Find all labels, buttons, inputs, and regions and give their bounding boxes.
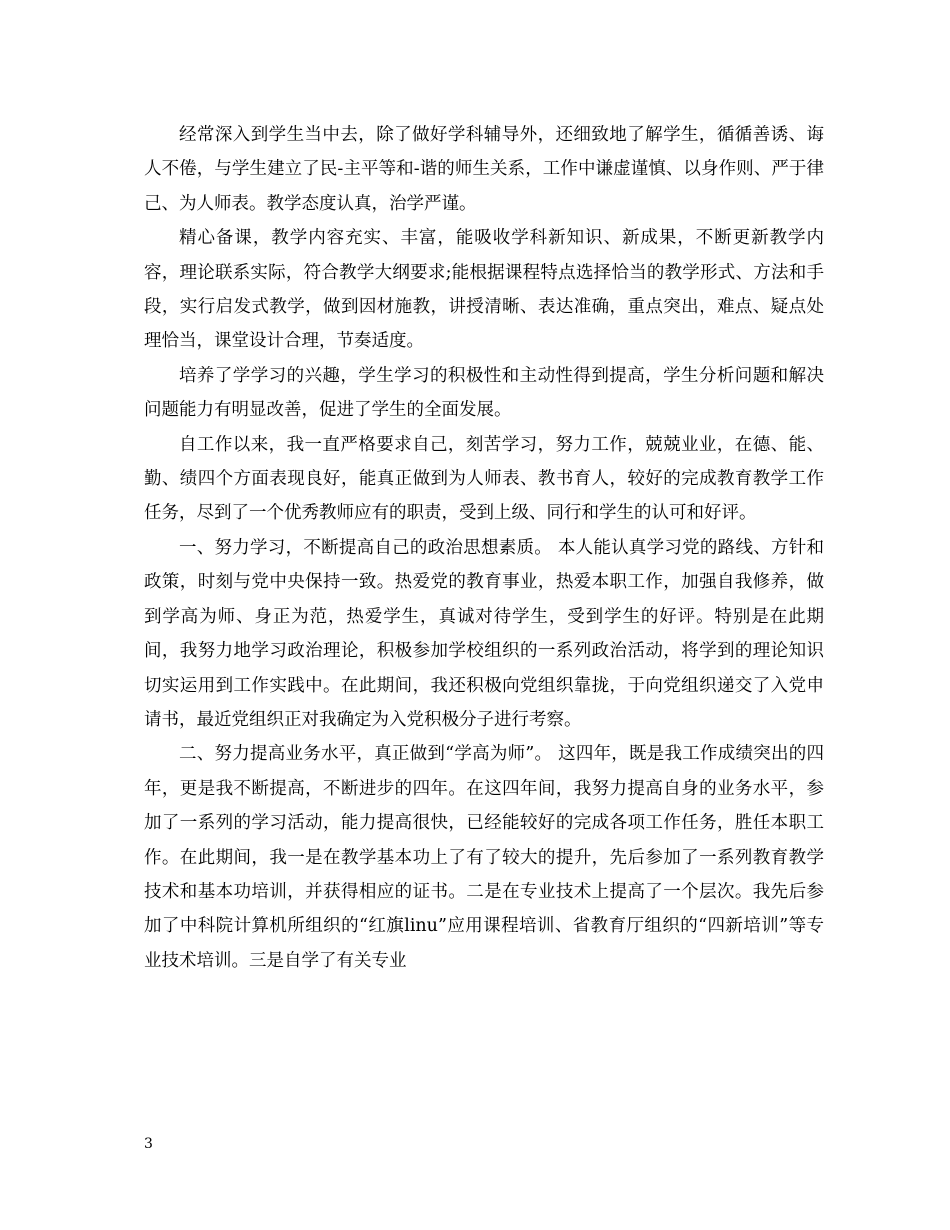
paragraph-6: 二、努力提高业务水平，真正做到“学高为师”。 这四年，既是我工作成绩突出的四年，更是我不断提高，不断进步的四年。在这四年间，我努力提高自身的业务水平，参加了一系列的学习活动，能力提高很快，已经能较好的完成各项工作任务，胜任本职工作。在此期间，我一是在教学基本功上了有了较大的提升，先后参加了一系列教育教学技术和基本功培训，并获得相应的证书。二是在专业技术上提高了一个层次。我先后参加了中科院计算机所组织的“红旗linu”应用课程培训、省教育厅组织的“四新培训”等专业技术培训。三是自学了有关专业: [144, 744, 824, 971]
paragraph-3: 培养了学学习的兴趣，学生学习的积极性和主动性得到提高，学生分析问题和解决问题能力有明显改善，促进了学生的全面发展。: [144, 365, 824, 421]
paragraph-4: 自工作以来，我一直严格要求自己，刻苦学习，努力工作，兢兢业业，在德、能、勤、绩四个方面表现良好，能真正做到为人师表、教书育人，较好的完成教育教学工作任务，尽到了一个优秀教师应有的职责，受到上级、同行和学生的认可和好评。: [144, 434, 824, 524]
page-number: 3: [144, 1136, 153, 1152]
paragraph-5: 一、努力学习，不断提高自己的政治思想素质。 本人能认真学习党的路线、方针和政策，时刻与党中央保持一致。热爱党的教育事业，热爱本职工作，加强自我修养，做到学高为师、身正为范，热爱学生，真诚对待学生，受到学生的好评。特别是在此期间，我努力地学习政治理论，积极参加学校组织的一系列政治活动，将学到的理论知识切实运用到工作实践中。在此期间，我还积极向党组织靠拢，于向党组织递交了入党申请书，最近党组织正对我确定为入党积极分子进行考察。: [144, 537, 824, 730]
paragraph-2: 精心备课，教学内容充实、丰富，能吸收学科新知识、新成果，不断更新教学内容，理论联系实际，符合教学大纲要求;能根据课程特点选择恰当的教学形式、方法和手段，实行启发式教学，做到因材施教，讲授清晰、表达准确，重点突出，难点、疑点处理恰当，课堂设计合理，节奏适度。: [144, 228, 824, 352]
paragraph-1: 经常深入到学生当中去，除了做好学科辅导外，还细致地了解学生，循循善诱、诲人不倦，与学生建立了民-主平等和-谐的师生关系，工作中谦虚谨慎、以身作则、严于律己、为人师表。教学态度认真，治学严谨。: [144, 125, 824, 214]
body-text: [144, 118, 824, 978]
